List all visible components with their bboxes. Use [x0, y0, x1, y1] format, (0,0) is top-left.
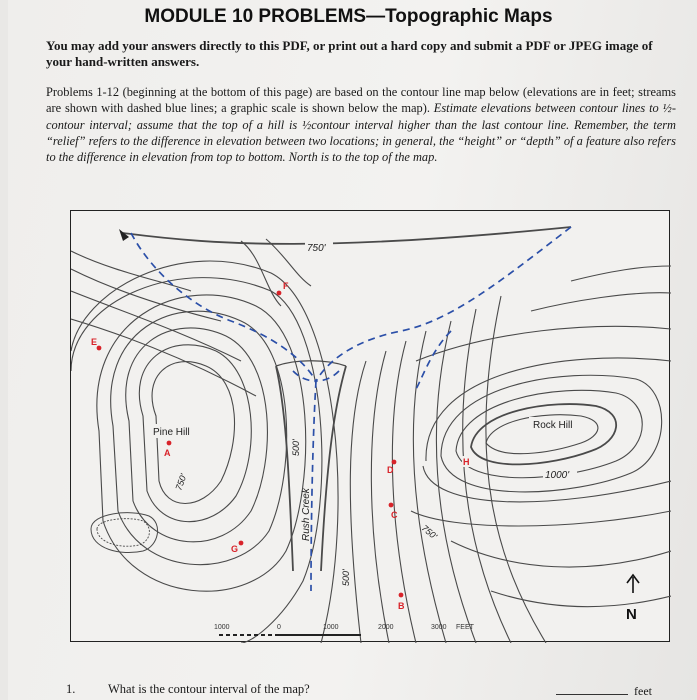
- question-1-number: 1.: [66, 682, 76, 696]
- graphic-scale: [214, 624, 475, 635]
- point-a-label: A: [164, 448, 171, 458]
- contour-750-top: [123, 227, 571, 244]
- point-g-marker: [239, 541, 244, 546]
- instructions-sentence-4: North is to the top of the map.: [288, 150, 438, 165]
- contour-label-500-top: 500': [291, 439, 301, 456]
- contour-1000: [471, 404, 616, 464]
- instructions-paragraph: [46, 84, 676, 165]
- point-b-marker: [399, 593, 404, 598]
- point-c-label: C: [391, 510, 398, 520]
- rock-hill-label: Rock Hill: [533, 420, 573, 431]
- point-b-label: B: [398, 601, 405, 611]
- page-title: MODULE 10 PROBLEMS—Topographic Maps: [144, 6, 553, 27]
- point-e-label: E: [91, 337, 98, 347]
- point-e-marker: [97, 346, 102, 351]
- streams: [131, 227, 571, 591]
- contour-map-drawing: [71, 211, 671, 643]
- contour-label-1000: 1000': [545, 470, 570, 481]
- point-h-label: H: [463, 457, 470, 467]
- instructions-sentence-1: Problems 1-12 (beginning at the bottom of this page) are based on the contour line map below (elevations are in feet; streams are shown with dashed blue lines; a graphic scale is shown below the map).: [46, 85, 676, 116]
- intro-text: You may add your answers directly to this PDF, or print out a hard copy and submit a PDF or JPEG image of your hand-written answers.: [46, 38, 653, 69]
- contour-label-750-right: 750': [419, 522, 439, 542]
- north-label: N: [626, 606, 637, 623]
- point-d-marker: [392, 460, 397, 465]
- point-f-marker: [277, 291, 282, 296]
- scale-tick-1000: 1000: [323, 624, 339, 631]
- point-f-label: F: [283, 281, 289, 291]
- scale-unit: FEET: [456, 624, 474, 631]
- point-d-label: D: [387, 465, 394, 475]
- pine-hill-label: Pine Hill: [153, 427, 190, 438]
- scale-tick-1000-left: 1000: [214, 624, 230, 631]
- point-a-marker: [167, 441, 172, 446]
- question-1-unit: feet: [634, 684, 652, 698]
- contour-label-750-top: 750': [307, 243, 326, 254]
- question-1-answer-field[interactable]: [556, 694, 628, 695]
- contour-label-500-bottom: 500': [341, 569, 351, 586]
- point-g-label: G: [231, 544, 239, 554]
- contour-map: [70, 210, 670, 642]
- contour-500-right: [321, 366, 346, 571]
- peak-marker: [119, 229, 129, 241]
- contour-label-750-left: 750': [173, 472, 189, 492]
- rush-creek-label: Rush Creek: [301, 488, 312, 541]
- rush-creek-stream: [311, 381, 316, 591]
- instructions-sentence-2: Estimate elevations between contour lines to ½-contour interval; assume that the top of a hill is ½contour interval higher than the last contour line.: [46, 101, 676, 132]
- scale-tick-0: 0: [277, 624, 281, 631]
- scale-tick-3000: 3000: [431, 624, 447, 631]
- point-c-marker: [389, 503, 394, 508]
- instructions-sentence-3: Remember, the term “relief” refers to the difference in elevation between two locations; in general, the “height” or “depth” of a feature also refers to the difference in elevation from top to bottom.: [46, 117, 676, 165]
- north-arrow: [626, 575, 639, 623]
- question-1-text: What is the contour interval of the map?: [108, 682, 310, 696]
- scale-tick-2000: 2000: [378, 624, 394, 631]
